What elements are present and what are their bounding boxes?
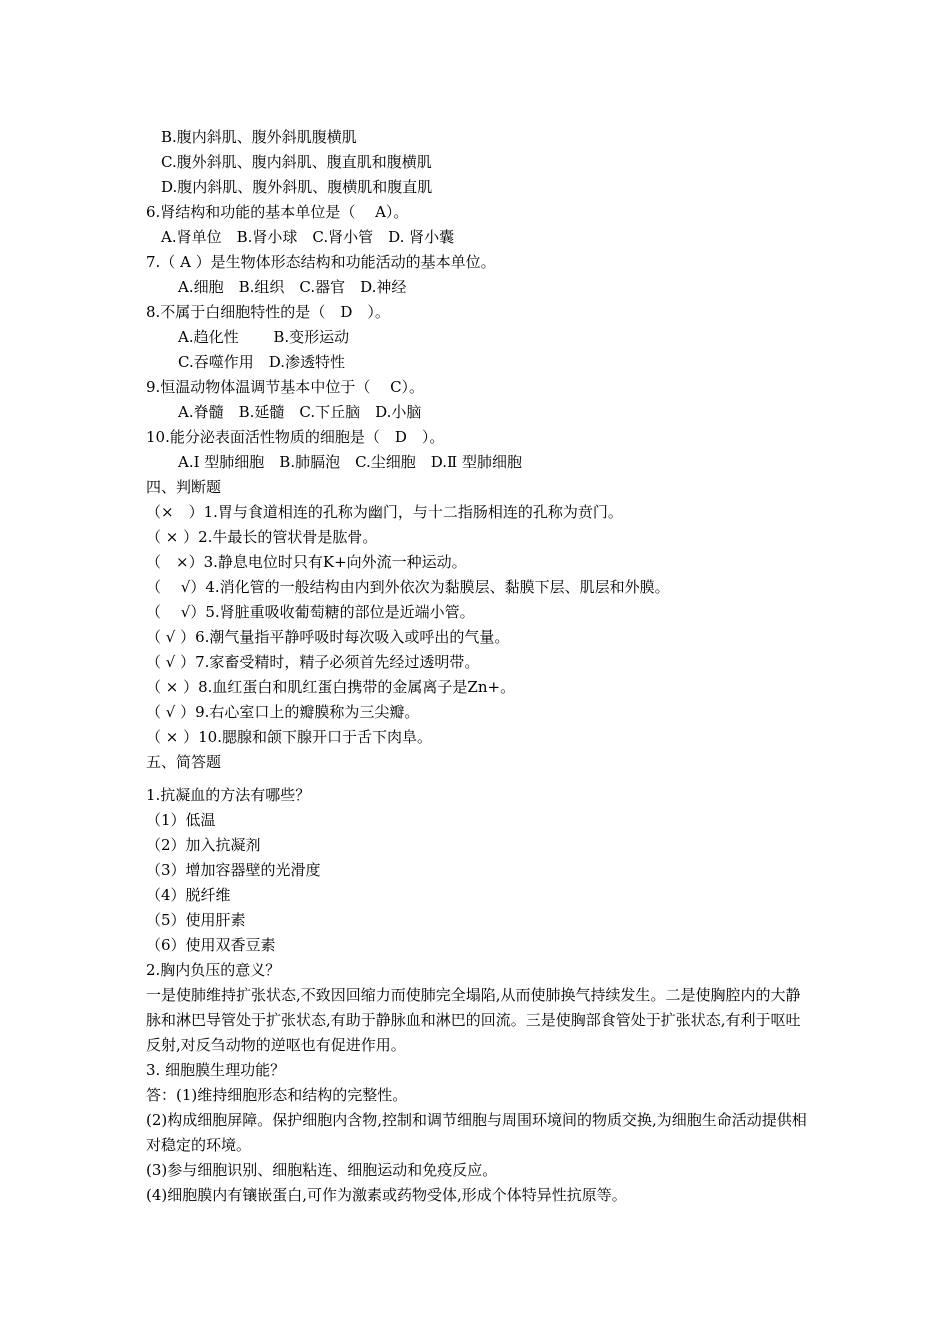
sa-q1-item-2: （2）加入抗凝剂	[146, 836, 261, 854]
judge-item-5: （ √）5.肾脏重吸收葡萄糖的部位是近端小管。	[146, 603, 475, 621]
q10-stem: 10.能分泌表面活性物质的细胞是（ D ）。	[146, 428, 445, 446]
sa-q1-item-3: （3）增加容器壁的光滑度	[146, 861, 321, 879]
q5-option-b: B.腹内斜肌、腹外斜肌腹横肌	[161, 128, 357, 146]
judge-item-2: （ × ）2.牛最长的管状骨是肱骨。	[146, 528, 378, 546]
sa-q3-stem: 3. 细胞膜生理功能？	[146, 1061, 286, 1079]
sa-q3-answer-4: (4)细胞膜内有镶嵌蛋白,可作为激素或药物受体,形成个体特异性抗原等。	[146, 1186, 627, 1204]
q6-options: A.肾单位 B.肾小球 C.肾小管 D. 肾小囊	[161, 228, 455, 246]
q8-options-1: A.趋化性 B.变形运动	[178, 328, 350, 346]
sa-q3-answer-1: 答：(1)维持细胞形态和结构的完整性。	[146, 1086, 408, 1104]
q5-option-c: C.腹外斜肌、腹内斜肌、腹直肌和腹横肌	[161, 153, 432, 171]
sa-q1-item-1: （1）低温	[146, 811, 216, 829]
section5-title: 五、简答题	[146, 753, 222, 771]
judge-item-3: （ ×）3.静息电位时只有K+向外流一种运动。	[146, 553, 467, 571]
sa-q2-answer: 一是使肺维持扩张状态,不致因回缩力而使肺完全塌陷,从而使肺换气持续发生。二是使胸腔内的大静脉和淋巴导管处于扩张状态,有助于静脉血和淋巴的回流。三是使胸部食管处于扩张状态,有利于呕吐反射,对反刍动物的逆呕也有促进作用。	[146, 986, 801, 1054]
judge-item-4: （ √）4.消化管的一般结构由内到外依次为黏膜层、黏膜下层、肌层和外膜。	[146, 578, 670, 596]
q7-options: A.细胞 B.组织 C.器官 D.神经	[178, 278, 407, 296]
judge-item-9: （ √ ）9.右心室口上的瓣膜称为三尖瓣。	[146, 703, 420, 721]
sa-q1-item-6: （6）使用双香豆素	[146, 936, 276, 954]
judge-item-7: （ √ ）7.家畜受精时，精子必须首先经过透明带。	[146, 653, 480, 671]
q6-stem: 6.肾结构和功能的基本单位是（ A）。	[146, 203, 409, 221]
sa-q3-answer-3: (3)参与细胞识别、细胞粘连、细胞运动和免疫反应。	[146, 1161, 498, 1179]
sa-q3-answer-2: (2)构成细胞屏障。保护细胞内含物,控制和调节细胞与周围环境间的物质交换,为细胞生命活动提供相对稳定的环境。	[146, 1111, 807, 1154]
q8-stem: 8.不属于白细胞特性的是（ D ）。	[146, 303, 390, 321]
sa-q2-stem: 2.胸内负压的意义？	[146, 961, 281, 979]
q8-options-2: C.吞噬作用 D.渗透特性	[178, 353, 345, 371]
judge-item-6: （ √ ）6.潮气量指平静呼吸时每次吸入或呼出的气量。	[146, 628, 510, 646]
q10-options: A.Ⅰ 型肺细胞 B.肺膈泡 C.尘细胞 D.Ⅱ 型肺细胞	[178, 453, 523, 471]
section4-title: 四、判断题	[146, 478, 222, 496]
q5-option-d: D.腹内斜肌、腹外斜肌、腹横肌和腹直肌	[161, 178, 433, 196]
q7-stem: 7.（ A ）是生物体形态结构和功能活动的基本单位。	[146, 253, 496, 271]
q9-stem: 9.恒温动物体温调节基本中位于（ C）。	[146, 378, 425, 396]
sa-q1-item-5: （5）使用肝素	[146, 911, 246, 929]
q9-options: A.脊髓 B.延髓 C.下丘脑 D.小脑	[178, 403, 422, 421]
judge-item-1: （× ）1.胃与食道相连的孔称为幽门，与十二指肠相连的孔称为贲门。	[146, 503, 623, 521]
sa-q1-item-4: （4）脱纤维	[146, 886, 231, 904]
judge-item-10: （ × ）10.腮腺和颌下腺开口于舌下肉阜。	[146, 728, 432, 746]
judge-item-8: （ × ）8.血红蛋白和肌红蛋白携带的金属离子是Zn+。	[146, 678, 516, 696]
sa-q1-stem: 1.抗凝血的方法有哪些？	[146, 786, 311, 804]
